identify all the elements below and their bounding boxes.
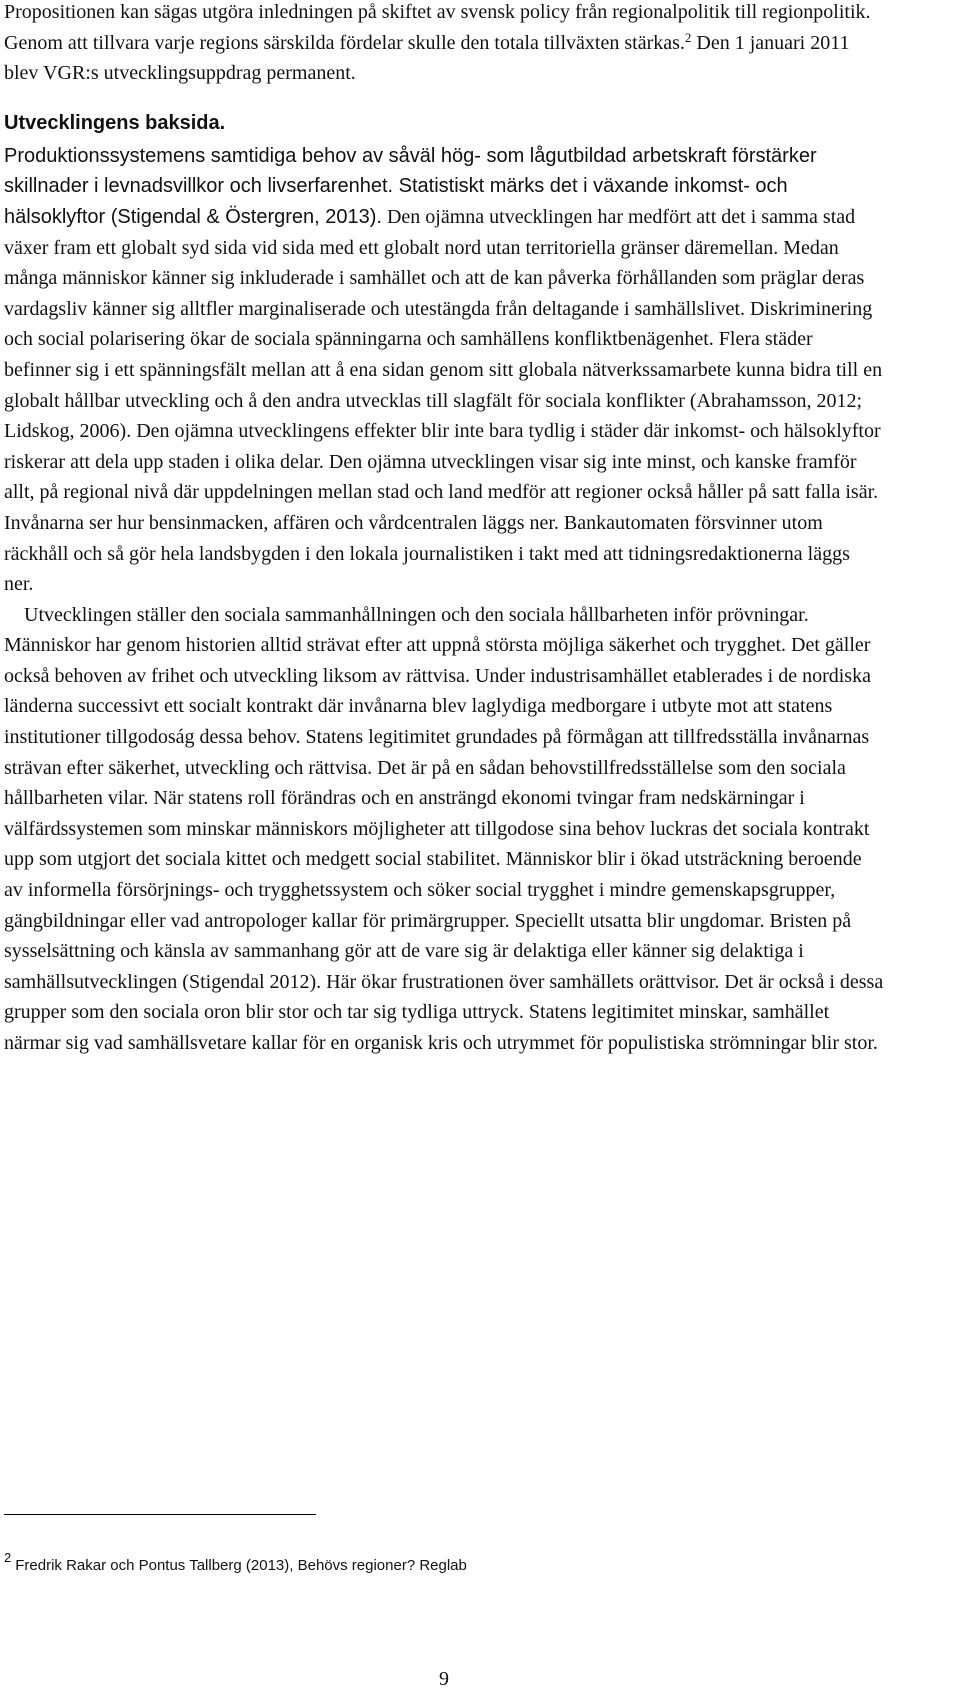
paragraph-1-opening: Produktionssystemens samtidiga behov av såväl hög- som lågutbildad arbetskraft förstärker skillnader i levnadsvillkor och livserfarenhet. Statistiskt märks det i växande inkomst- och hälsoklyftor (Stigendal & Östergren, 2013). (4, 144, 817, 228)
section-paragraph-1 (4, 141, 884, 600)
intro-text-continued: Den 1 januari 2011 blev VGR:s utvecklingsuppdrag permanent. (4, 31, 850, 85)
paragraph-1-body: Den ojämna utvecklingen har medfört att det i samma stad växer fram ett globalt syd sida vid sida med ett globalt nord utan territoriella gränser däremellan. Medan många människor känner sig inkluderade i samhället och att de kan påverka förhållanden som präglar deras vardagsliv känner sig alltfler marginaliserade och utestängda från deltagande i samhällslivet. Diskriminering och social polarisering ökar de sociala spänningarna och samhällens konfliktbenägenhet. Flera städer befinner sig i ett spänningsfält mellan att å ena sidan genom sitt globala nätverkssamarbete kunna bidra till en globalt hållbar utveckling och å den andra utvecklas till slagfält för sociala konflikter (Abrahamsson, 2012; Lidskog, 2006). Den ojämna utvecklingens effekter blir inte bara tydlig i städer där inkomst- och hälsoklyftor riskerar att dela upp staden i olika delar. Den ojämna utvecklingen visar sig inte minst, och kanske framför allt, på regional nivå där uppdelningen mellan stad och land medför att regioner också håller på satt falla isär. Invånarna ser hur bensinmacken, affären och vårdcentralen läggs ner. Bankautomaten försvinner utom räckhåll och så gör hela landsbygden i den lokala journalistiken i takt med att tidningsredaktionerna läggs ner. (4, 205, 883, 596)
intro-paragraph (4, 0, 884, 89)
document-page (4, 0, 884, 1059)
footnote-reference[interactable]: 2 (684, 29, 692, 45)
footnote-number: 2 (4, 1550, 12, 1565)
footnote-text: Fredrik Rakar och Pontus Tallberg (2013), Behövs regioner? Reglab (15, 1557, 467, 1574)
intro-text: Propositionen kan sägas utgöra inledningen på skiftet av svensk policy från regionalpolitik till regionpolitik. Genom att tillvara varje regions särskilda fördelar skulle den totala tillväxten stärkas. (4, 1, 871, 54)
footnote-divider (4, 1514, 316, 1515)
footnote (4, 1550, 467, 1576)
page-number: 9 (439, 1668, 449, 1690)
section-paragraph-2: Utvecklingen ställer den sociala sammanhållningen och den sociala hållbarheten inför prövningar. Människor har genom historien alltid strävat efter att uppnå största möjliga säkerhet och trygghet. Det gäller också behoven av frihet och utveckling liksom av rättvisa. Under industrisamhället etablerades i de nordiska länderna successivt ett socialt kontrakt där invånarna blev laglydiga medborgare i utbyte mot att statens institutioner tillgodoság dessa behov. Statens legitimitet grundades på förmågan att tillfredsställa invånarnas strävan efter säkerhet, utveckling och rättvisa. Det är på en sådan behovstillfredsställelse som den sociala hållbarheten vilar. När statens roll förändras och en ansträngd ekonomi tvingar fram nedskärningar i välfärdssystemen som minskar människors möjligheter att tillgodose sina behov luckras det sociala kontrakt upp som utgjort det sociala kittet och medgett social stabilitet. Människor blir i ökad utsträckning beroende av informella försörjnings- och trygghetssystem och söker social trygghet i mindre gemenskapsgrupper, gängbildningar eller vad antropologer kallar för primärgrupper. Speciellt utsatta blir ungdomar. Bristen på sysselsättning och känsla av sammanhang gör att de vare sig är delaktiga eller känner sig delaktiga i samhällsutvecklingen (Stigendal 2012). Här ökar frustrationen över samhällets orättvisor. Det är också i dessa grupper som den sociala oron blir stor och tar sig tydliga uttryck. Statens legitimitet minskar, samhället närmar sig vad samhällsvetare kallar för en organisk kris och utrymmet för populistiska strömningar blir stor. (4, 603, 884, 1054)
section-heading: Utvecklingens baksida. (4, 111, 226, 134)
